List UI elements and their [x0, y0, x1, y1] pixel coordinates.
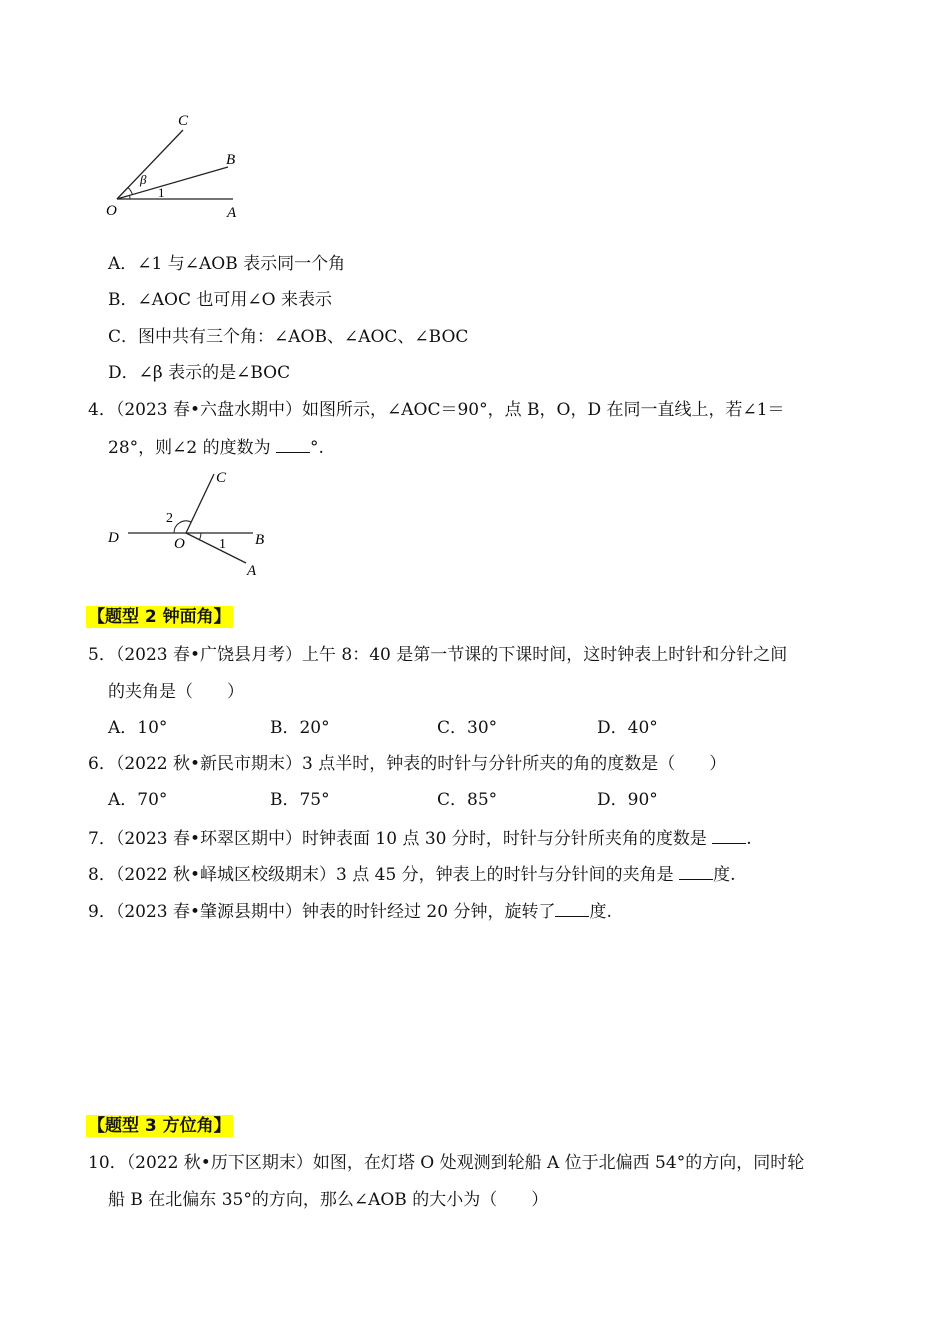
figure-angle-aob-aoc	[100, 105, 260, 225]
label-o: O	[106, 203, 117, 219]
q8-text-pre: 8．（2022 秋•峄城区校级期末）3 点 45 分，钟表上的时针与分针间的夹角是	[88, 865, 680, 885]
label-a: A	[247, 563, 257, 579]
q5-option-d[interactable]: D．40°	[597, 718, 658, 738]
q4-answer-blank[interactable]	[276, 436, 310, 453]
q4-text-pre: 28°，则∠2 的度数为	[108, 438, 276, 458]
q9-answer-blank[interactable]	[555, 900, 589, 917]
label-b: B	[226, 152, 236, 168]
q6-option-a[interactable]: A．70°	[108, 790, 168, 810]
option-text: ∠AOC 也可用∠O 来表示	[137, 290, 332, 310]
label-a: A	[227, 205, 237, 221]
q7-text-post: .	[746, 829, 752, 849]
figure-angle-doc	[100, 462, 300, 582]
label-c: C	[178, 113, 189, 129]
option-text: ∠1 与∠AOB 表示同一个角	[137, 254, 346, 274]
q4-text-line2	[108, 436, 324, 459]
q5-text-line2: 的夹角是（ ）	[108, 682, 244, 702]
label-c: C	[216, 470, 227, 486]
q9-text	[88, 900, 612, 923]
option-letter: B．	[108, 290, 138, 310]
q5-option-a[interactable]: A．10°	[108, 718, 168, 738]
q8-answer-blank[interactable]	[679, 863, 713, 880]
q6-option-d[interactable]: D．90°	[597, 790, 658, 810]
q5-option-b[interactable]: B．20°	[270, 718, 330, 738]
section-heading-bearing-angle: 【题型 3 方位角】	[88, 1116, 231, 1136]
option-letter: A．	[108, 254, 138, 274]
q8-text-post: 度.	[713, 865, 736, 885]
q7-text-pre: 7．（2023 春•环翠区期中）时钟表面 10 点 30 分时，时针与分针所夹角的度数是	[88, 829, 713, 849]
label-beta: β	[140, 172, 147, 187]
q9-text-pre: 9．（2023 春•肇源县期中）钟表的时针经过 20 分钟，旋转了	[88, 902, 556, 922]
q3-option-b[interactable]	[108, 289, 332, 311]
q8-text	[88, 863, 735, 886]
label-angle-1: 1	[219, 537, 226, 552]
q6-option-c[interactable]: C．85°	[437, 790, 498, 810]
q3-option-c[interactable]	[108, 326, 468, 348]
option-letter: C．	[108, 327, 139, 347]
label-angle-1: 1	[158, 185, 165, 200]
q5-option-c[interactable]: C．30°	[437, 718, 498, 738]
q5-text-line1: 5．（2023 春•广饶县月考）上午 8：40 是第一节课的下课时间，这时钟表上时针和分针之间	[88, 645, 788, 665]
q6-option-b[interactable]: B．75°	[270, 790, 330, 810]
q3-option-a[interactable]	[108, 253, 345, 275]
section-heading-clock-angle: 【题型 2 钟面角】	[88, 607, 231, 627]
q10-text-line1: 10．（2022 秋•历下区期末）如图，在灯塔 O 处观测到轮船 A 位于北偏西 54°的方向，同时轮	[88, 1153, 805, 1173]
q9-text-post: 度.	[589, 902, 612, 922]
q6-text-line1: 6．（2022 秋•新民市期末）3 点半时，钟表的时针与分针所夹的角的度数是（ ）	[88, 754, 727, 774]
q7-text	[88, 827, 752, 850]
q4-text-post: °.	[310, 438, 324, 458]
q7-answer-blank[interactable]	[712, 827, 746, 844]
label-angle-2: 2	[166, 511, 173, 526]
label-o: O	[174, 536, 185, 552]
q4-text-line1: 4．（2023 春•六盘水期中）如图所示，∠AOC＝90°，点 B，O，D 在同一直线上，若∠1＝	[88, 400, 785, 420]
label-b: B	[255, 532, 265, 548]
q10-text-line2: 船 B 在北偏东 35°的方向，那么∠AOB 的大小为（ ）	[108, 1190, 549, 1210]
label-d: D	[108, 530, 119, 546]
q3-option-d[interactable]	[108, 362, 290, 384]
option-text: 图中共有三个角：∠AOB、∠AOC、∠BOC	[138, 327, 469, 347]
option-letter: D．	[108, 363, 139, 383]
option-text: ∠β 表示的是∠BOC	[138, 363, 291, 383]
